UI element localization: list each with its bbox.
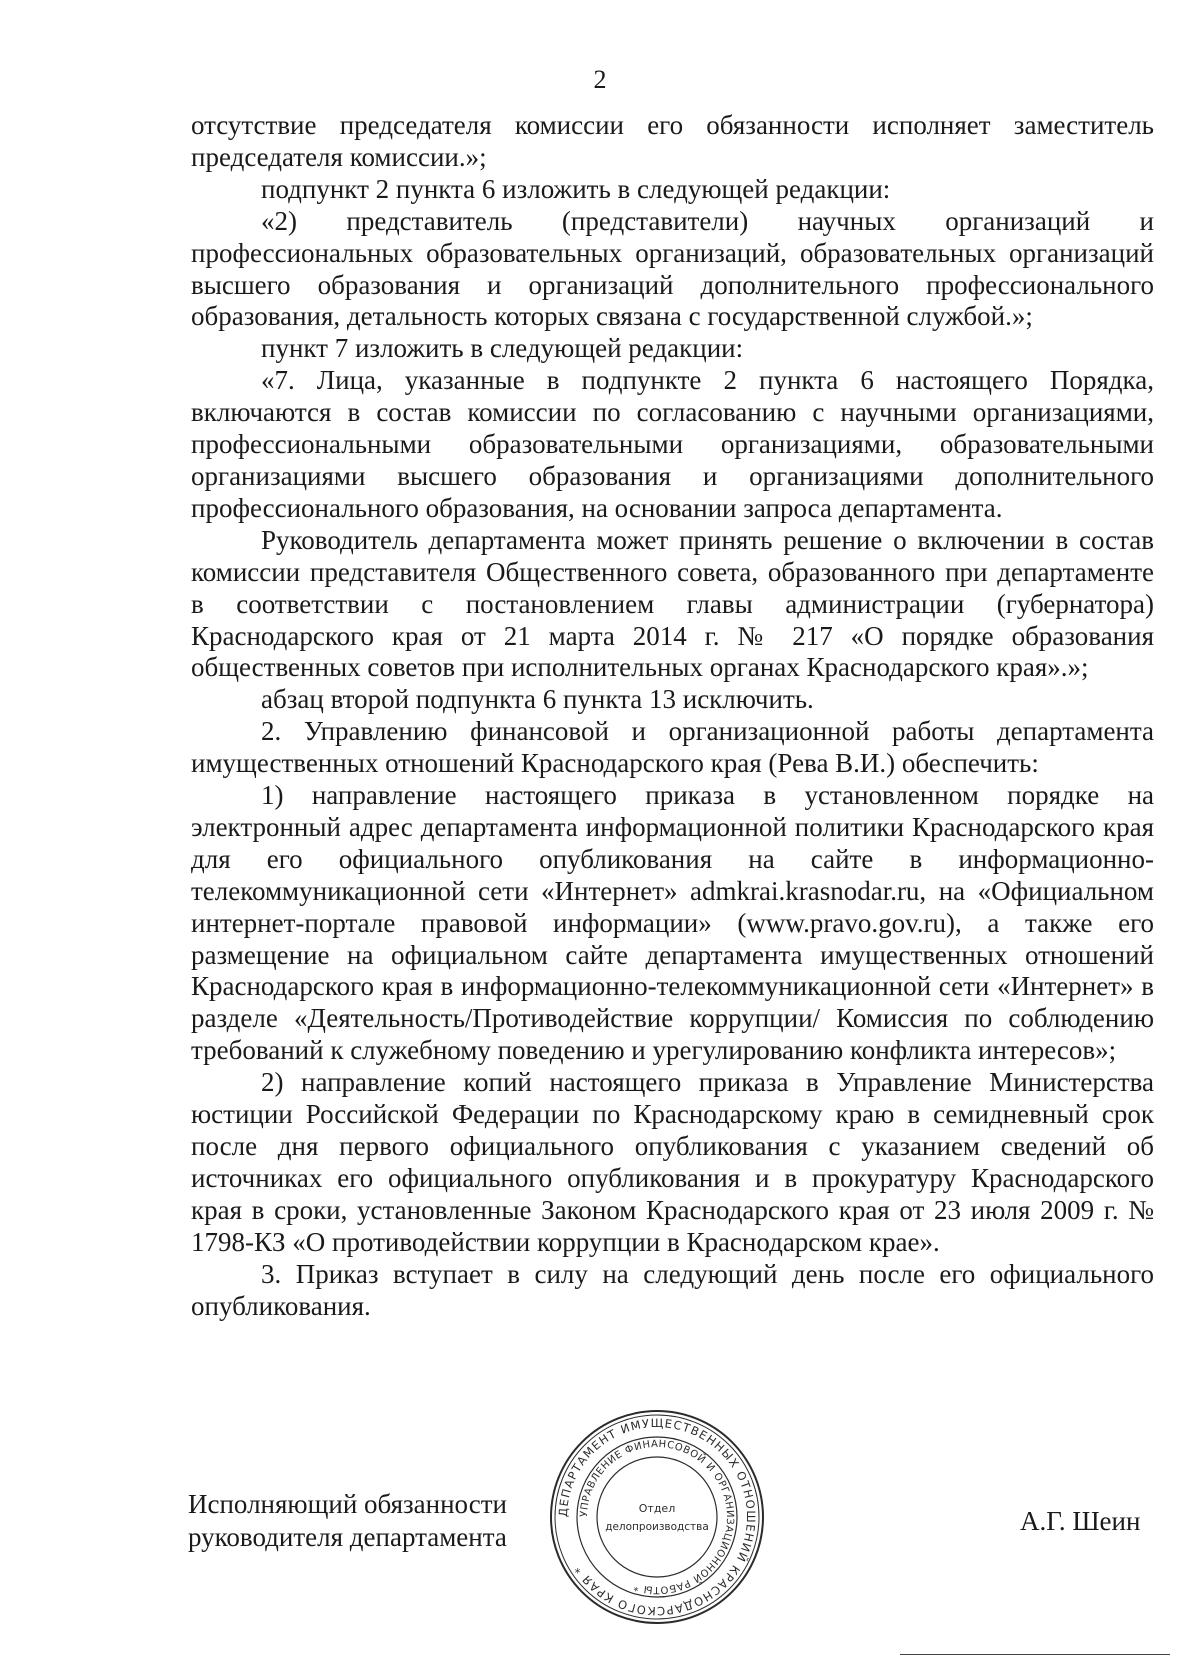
document-body: [191, 110, 1154, 1322]
paragraph-item-2-1: 1) направление настоящего приказа в установленном порядке на электронный адрес департамента информационной политики Краснодарского края для его официального опубликования на сайте в информационно-телекоммуникационной сети «Интернет» admkrai.krasnodar.ru, на «Официальном интернет-портале правовой информации» (www.pravo.gov.ru), а также его размещение на официальном сайте департамента имущественных отношений Краснодарского края в информационно-телекоммуникационной сети «Интернет» в разделе «Деятельность/Противодействие коррупции/ Комиссия по соблюдению требований к служебному поведению и урегулированию конфликта интересов»;: [191, 780, 1154, 1066]
paragraph-amend-clause-7: пункт 7 изложить в следующей редакции:: [261, 333, 744, 364]
signatory-title-line2: руководителя департамента: [188, 1522, 507, 1552]
paragraph-public-council: Руководитель департамента может принять решение о включении в состав комиссии представителя Общественного совета, образованного при департаменте в соответствии с постановлением главы администрации (губернатора) Краснодарского края от 21 марта 2014 г. № 217 «О порядке образования общественных советов при исполнительных органах Краснодарского края».»;: [191, 524, 1154, 683]
svg-text:УПРАВЛЕНИЕ ФИНАНСОВОЙ И ОРГАНИ: [579, 1439, 735, 1595]
stamp-center-line1: Отдел: [638, 1502, 676, 1515]
signatory-title-line1: Исполняющий обязанности: [188, 1489, 507, 1519]
bottom-rule: [900, 1654, 1170, 1655]
paragraph-subclause-2-text: «2) представитель (представители) научных организаций и профессиональных образовательных организаций, образовательных организаций высшего образования и организаций дополнительного профессионального образования, детальность которых связана с государственной службой.»;: [191, 205, 1154, 332]
paragraph-item-3: 3. Приказ вступает в силу на следующий день после его официального опубликования.: [191, 1258, 1154, 1321]
paragraph-clause-7-text: «7. Лица, указанные в подпункте 2 пункта 6 настоящего Порядка, включаются в состав комиссии по согласованию с научными организациями, профессиональными образовательными организациями, образовательными организациями высшего образования и организациями дополнительного профессионального образования, на основании запроса департамента.: [191, 365, 1154, 523]
signatory-name: А.Г. Шеин: [1020, 1506, 1141, 1536]
signatory-title: [188, 1488, 507, 1554]
paragraph-item-2: 2. Управлению финансовой и организационной работы департамента имущественных отношений Краснодарского края (Рева В.И.) обеспечить:: [191, 716, 1154, 779]
paragraph-continuation: отсутствие председателя комиссии его обязанности исполняет заместитель председателя комиссии.»;: [191, 110, 1154, 172]
paragraph-item-2-2: 2) направление копий настоящего приказа в Управление Министерства юстиции Российской Федерации по Краснодарскому краю в семидневный срок после дня первого официального опубликования с указанием сведений об источниках его официального опубликования и в прокуратуру Краснодарского края в сроки, установленные Законом Краснодарского края от 23 июля 2009 г. № 1798-КЗ «О противодействии коррупции в Краснодарском крае».: [191, 1067, 1154, 1257]
paragraph-exclude-paragraph: абзац второй подпункта 6 пункта 13 исключить.: [261, 684, 814, 715]
stamp-outer-text: ДЕПАРТАМЕНТ ИМУЩЕСТВЕННЫХ ОТНОШЕНИЙ КРАСНОДАРСКОГО КРАЯ *: [555, 1415, 759, 1619]
stamp-inner-text: УПРАВЛЕНИЕ ФИНАНСОВОЙ И ОРГАНИЗАЦИОННОЙ РАБОТЫ *: [578, 1438, 736, 1596]
page-number: 2: [593, 65, 607, 94]
official-stamp: [546, 1406, 768, 1628]
stamp-center-line2: делопроизводства: [605, 1521, 709, 1533]
paragraph-amend-subclause-2: подпункт 2 пункта 6 изложить в следующей редакции:: [261, 173, 891, 204]
